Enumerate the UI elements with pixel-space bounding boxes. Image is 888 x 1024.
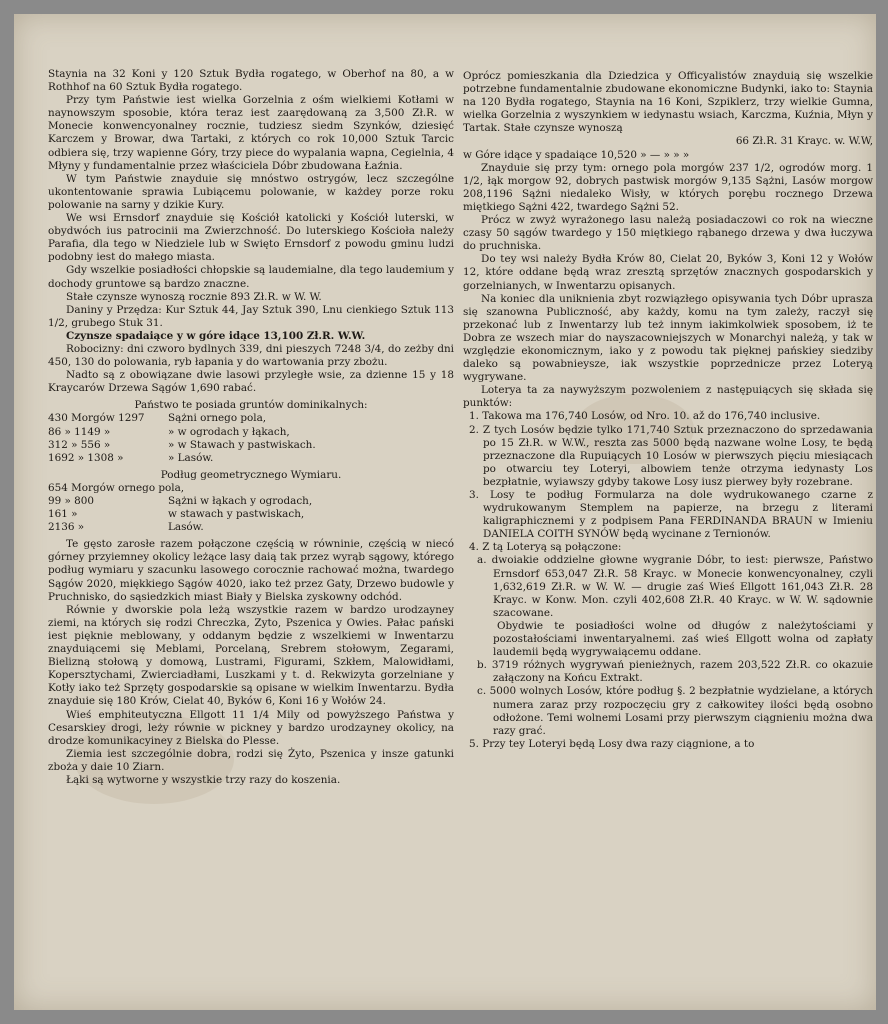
- paragraph: Loterya ta za naywyższym pozwoleniem z następuiących się składa się punktów:: [463, 384, 873, 410]
- paragraph: Przy tym Państwie iest wielka Gorzelnia z ośm wielkiemi Kotłami w naynowszym sposobie, która teraz iest zaarędowaną za 3,500 Zł.R. w Monecie konwencyonalney rocznie, tudziesz siedm Szynków, dziesięć Karczem y Browar, dwa Tartaki, z których co rok 10,000 Sztuk Tarcic odbiera się, trzy wapienne Góry, trzy piece do wypalania wapna, Cegielnia, 4 Młyny y fundamentalnie przez właściciela Dóbr zbudowana Łaźnia.: [48, 94, 454, 172]
- table-cell: 99 » 800: [48, 495, 95, 507]
- list-item: Obydwie te posiadłości wolne od długów z należytościami y pozostałościami inwentaryalnemi. zaś wieś Ellgott wolna od zapłaty laudemii będą wygrywaiącemu oddane.: [493, 619, 873, 659]
- paragraph: Stałe czynsze wynoszą rocznie 893 Zł.R. w W. W.: [66, 290, 322, 303]
- list-item: b. 3719 różnych wygrywań pienieżnych, razem 203,522 Zł.R. co okazuie załączony na Końcu Extrakt.: [477, 659, 873, 685]
- table-row: [48, 452, 454, 465]
- paragraph: Daniny y Przędza: Kur Sztuk 44, Jay Sztuk 390, Lnu cienkiego Sztuk 113 1/2, grubego Stuk 31.: [48, 303, 454, 329]
- list-item: a. dwoiakie oddzielne głowne wygranie Dóbr, to iest: pierwsze, Państwo Ernsdorf 653,047 Zł.R. 58 Krayc. w Monecie konwencyonalney, czyli 1,632,619 Zł.R. w W. W. — drugie zaś Wieś Ellgott 161,043 Zł.R. 28 Krayc. w Konw. Mon. czyli 402,608 Zł.R. 40 Krayc. w W. W. sądownie szacowane.: [477, 554, 873, 619]
- table-cell: » w Stawach y pastwiskach.: [168, 438, 316, 451]
- paragraph: Łąki są wytworne y wszystkie trzy razy do koszenia.: [66, 773, 341, 786]
- section-title: Państwo te posiada gruntów dominikalnych:: [134, 399, 368, 412]
- paragraph: Gdy wszelkie posiadłości chłopskie są laudemialne, dla tego laudemium y dochody gruntowe są bardzo znaczne.: [48, 264, 454, 290]
- table-row: [48, 426, 454, 439]
- table-cell: 161 »: [48, 508, 78, 521]
- table-cell: » w ogrodach y łąkach,: [168, 425, 290, 438]
- table-cell: 1692 » 1308 »: [48, 451, 124, 464]
- table-cell: 2136 »: [48, 521, 85, 534]
- list-item: 4. Z tą Loteryą są połączone:: [469, 541, 622, 554]
- table-cell: w stawach y pastwiskach,: [168, 508, 305, 521]
- table-cell: 654 Morgów ornego pola,: [48, 481, 185, 494]
- paragraph: Ziemia iest szczególnie dobra, rodzi się Żyto, Pszenica y insze gatunki zboża y daie 10 Ziarn.: [48, 747, 454, 773]
- table-row: [48, 495, 454, 508]
- paragraph: Wieś emphiteutyczna Ellgott 11 1/4 Mily od powyższego Państwa y Cesarskiey drogi, leży równie w pickney y bardzo urodzayney okolicy, na drodze komunikacyiney z Bielska do Plesse.: [48, 708, 454, 747]
- amount-line: w Góre idące y spadaiące 10,520 » — » » »: [463, 148, 690, 161]
- table-row: [48, 482, 454, 495]
- table-row: [48, 412, 454, 425]
- section-title: Podług geometrycznego Wymiaru.: [160, 468, 342, 481]
- paragraph: We wsi Ernsdorf znayduie się Kościół katolicki y Kościół luterski, w obydwóch ius patrocinii ma Zwierzchność. Do luterskiego Kościoła należy Parafia, dla tego w Niedziele lub w Swięto Ernsdorf z powodu gminu ludzi podobny iest do małego miasta.: [48, 212, 454, 264]
- table-row: [48, 508, 454, 521]
- paragraph: Równie y dworskie pola leżą wszystkie razem w bardzo urodzayney ziemi, na których się rodzi Chreczka, Zyto, Pszenica y Owies. Pałac pański iest pięknie meblowany, y oddanym będzie z wszelkiemi w Inwentarzu znayduiącemi się Meblami, Porcelaną, Srebrem stołowym, Zegarami, Bielizną stołową y domową, Lustrami, Figurami, Szkłem, Malowidłami, Kopersztychami, Zwierciadłami, Luszkami y t. d. Rekwizyta gorzelniane y Kotły iako też Sprzęty gospodarskie są opisane w wielkim Inwentarzu. Bydła znayduie się 180 Krów, Cielat 40, Byków 6, Koni 16 y Wołów 24.: [48, 603, 454, 708]
- list-item: 3. Losy te podług Formularza na dole wydrukowanego czarne z wydrukowanym Stemplem na papierze, na brzegu z literami kaligraphicznemi y z podpisem Pana FERDINANDA BRAUN w Imieniu DANIELA COITH SYNÓW będą wycinane z Ternionów.: [469, 489, 873, 541]
- newspaper-page: [14, 14, 876, 1010]
- list-item: 1. Takowa ma 176,740 Losów, od Nro. 10. až do 176,740 inclusive.: [469, 410, 821, 423]
- table-cell: » Lasów.: [168, 451, 214, 464]
- table-row: [48, 439, 454, 452]
- paragraph: Te gęsto zarosłe razem połączone częścią w równinie, częścią w niecó górney przyiemney okolicy leżące lasy daią tak przez wyrąb sągowy, którego podług wymiaru y szacunku lasowego corocznie rachować można, twardego Sągów 2020, miękkiego Sągów 4020, iako też przez Gaty, Drzewo budowle y Pruchnisko, do sąsiedzkich miast Biały y Bielska zyskowny odchód.: [48, 538, 454, 603]
- list-item: c. 5000 wolnych Losów, które podług §. 2 bezpłatnie wydzielane, a których numera zaraz przy rozpoczęciu gry z całkowitey ilości będą osobno odłożone. Temi wolnemi Losami przy pierwszym ciągnieniu można dwa razy grać.: [477, 685, 873, 737]
- paragraph: Oprócz pomieszkania dla Dziedzica y Officyalistów znayduią się wszelkie potrzebne fundamentalnie zbudowane ekonomiczne Budynki, iako to: Staynia na 120 Bydła rogatego, Staynia na 16 Koni, Szpiklerz, trzy wielkie Gumna, wielka Gorzelnia z wyszynkiem w iedynastu wsiach, Karczma, Kuźnia, Młyn y Tartak. Stałe czynsze wynoszą: [463, 70, 873, 135]
- paragraph: Robocizny: dni czworo bydlnych 339, dni pieszych 7248 3/4, do zeżby dni 450, 130 do polowania, ryb łapania y do wartowania przy zbożu.: [48, 342, 454, 369]
- table-cell: 430 Morgów 1297: [48, 412, 145, 425]
- list-item: 5. Przy tey Loteryi będą Losy dwa razy ciągnione, a to: [469, 737, 755, 750]
- table-cell: 86 » 1149 »: [48, 425, 111, 438]
- paragraph: W tym Państwie znayduie się mnóstwo ostrygów, lecz szczególne ukontentowanie sprawia Lubiącemu polowanie, w każdey porze roku polowanie na sarny y dzikie Kury.: [48, 172, 454, 211]
- right-column: [463, 70, 873, 751]
- amount-line: 66 Zł.R. 31 Krayc. w. W.W,: [735, 135, 873, 148]
- list-item: 2. Z tych Losów będzie tylko 171,740 Sztuk przeznaczono do sprzedawania po 15 Zł.R. w W.W., reszta zas 5000 będą nazwane wolne Losy, te będą przeznaczone dla Rupuiących 10 Losów w pierwszych pięciu miesiącach po otwarciu tey Loteryi, albowiem tenże otrzyma iedynasty Los bezpłatnie, wyiawszy gdyby takowe Losy iusz pierwey były rozebrane.: [469, 423, 873, 488]
- paragraph: Do tey wsi należy Bydła Krów 80, Cielat 20, Byków 3, Koni 12 y Wołów 12, które oddane będą wraz zresztą sprzętów znacznych gospodarskich y gorzelnianych, w Inwentarzu opisanych.: [463, 253, 873, 292]
- paragraph: Prócz w zwyż wyrażonego lasu należą posiadaczowi co rok na wieczne czasy 50 sągów twardego y 150 miętkiego rąbanego drzewa y dwa łuczywa do pruchniska.: [463, 214, 873, 253]
- table-cell: Sążni w łąkach y ogrodach,: [168, 495, 313, 507]
- table-cell: 312 » 556 »: [48, 438, 111, 451]
- table-row: [48, 521, 454, 534]
- left-column: [48, 68, 454, 787]
- czynsze-line: Czynsze spadaiące y w góre idące 13,100 Zł.R. W.W.: [66, 329, 366, 342]
- paragraph: Na koniec dla uniknienia zbyt rozwiązłego opisywania tych Dóbr uprasza się szanowna Publiczność, aby każdy, komu na tym zależy, raczył się przekonać lub z Inwentarzy lub też innym iakimkolwiek sposobem, iż te Dobra ze wszech miar do nayszacowniejszych w Monarchyi należą, y tak w względzie ekonomicznym, iako y z powodu tak pięknej pańskiey siedziby daleko są powabnieysze, iak wszystkie poprzednicze przez Loteryą wygrywane.: [463, 292, 873, 384]
- paragraph: Staynia na 32 Koni y 120 Sztuk Bydła rogatego, w Oberhof na 80, a w Rothhof na 60 Sztuk Bydła rogatego.: [48, 68, 454, 94]
- paragraph: Nadto są z obowiązane dwie lasowi przyległe wsie, za dzienne 15 y 18 Kraycarów Drzewa Sągów 1,690 rabać.: [48, 369, 454, 395]
- table-cell: Sążni ornego pola,: [168, 412, 267, 425]
- paragraph: Znayduie się przy tym: ornego pola morgów 237 1/2, ogrodów morg. 1 1/2, łąk morgow 92, dobrych pastwisk morgów 9,135 Sążni, Lasów morgow 208,1196 Sążni niedaleko Wisły, w których porębu rocznego Drzewa miętkiego Sążni 422, twardego Sążni 52.: [463, 161, 873, 213]
- table-cell: Lasów.: [168, 521, 204, 534]
